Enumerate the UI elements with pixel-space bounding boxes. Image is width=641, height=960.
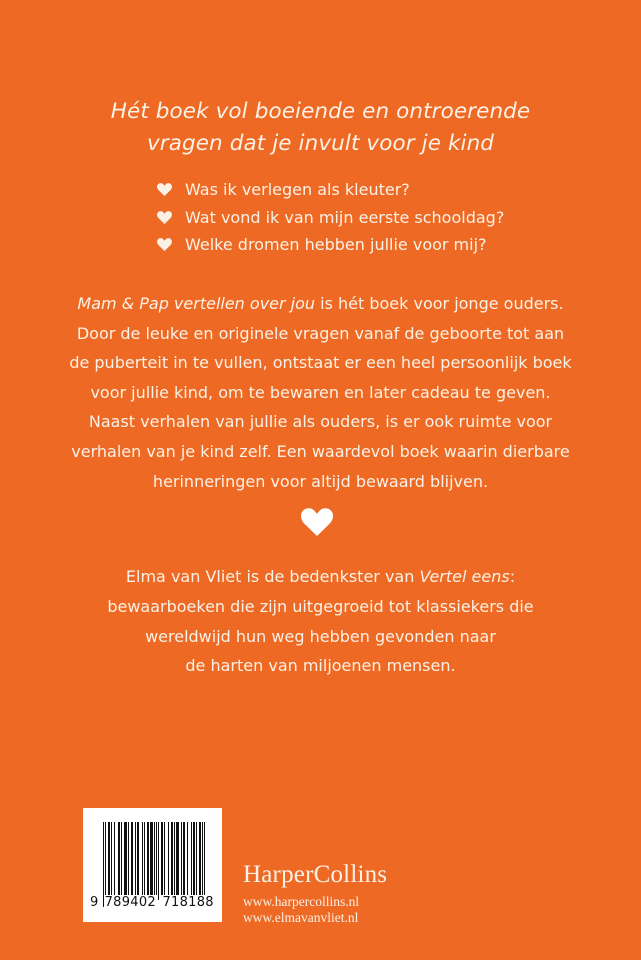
question-text: Welke dromen hebben jullie voor mij? [185, 235, 487, 255]
description-line: verhalen van je kind zelf. Een waardevol boek waarin dierbare [71, 441, 570, 461]
question-item [156, 176, 504, 204]
isbn-barcode [83, 808, 222, 922]
description-line: Naast verhalen van jullie als ouders, is er ook ruimte voor [88, 412, 553, 432]
question-text: Was ik verlegen als kleuter? [185, 180, 410, 200]
question-item [156, 204, 504, 232]
publisher-url[interactable]: www.harpercollins.nl [243, 894, 360, 909]
series-title: Vertel eens [419, 567, 510, 586]
heart-icon [156, 238, 172, 252]
bio-line: wereldwijd hun weg hebben gevonden naar [145, 626, 496, 646]
author-bio [0, 562, 641, 681]
description-line: Door de leuke en originele vragen vanaf de geboorte tot aan [76, 323, 565, 343]
book-description [0, 289, 641, 496]
bio-line: Elma van Vliet is de bedenkster van Vertel eens: [125, 567, 516, 586]
description-line: voor jullie kind, om te bewaren en later cadeau te geven. [90, 382, 551, 402]
author-url[interactable]: www.elmavanvliet.nl [243, 910, 359, 925]
heart-icon [156, 210, 172, 224]
bio-line: bewaarboeken die zijn uitgegroeid tot klassiekers die [107, 596, 534, 616]
tagline [0, 96, 641, 160]
question-list [156, 176, 504, 259]
bio-line: de harten van miljoenen mensen. [185, 656, 456, 676]
tagline-line: Hét boek vol boeiende en ontroerende [110, 99, 531, 124]
description-line: Mam & Pap vertellen over jou is hét boek voor jonge ouders. [77, 294, 564, 313]
tagline-line: vragen dat je invult voor je kind [146, 131, 495, 156]
question-item [156, 231, 504, 259]
isbn-number: 9 789402 718188 [90, 895, 214, 910]
book-title: Mam & Pap vertellen over jou [77, 294, 316, 313]
question-text: Wat vond ik van mijn eerste schooldag? [185, 207, 505, 227]
heart-icon [156, 183, 172, 197]
publisher-logo: HarperCollins [243, 861, 388, 888]
description-line: de puberteit in te vullen, ontstaat er een heel persoonlijk boek [69, 353, 572, 373]
publisher-urls [243, 894, 359, 926]
description-line: herinneringen voor altijd bewaard blijven. [152, 471, 489, 491]
heart-icon [301, 508, 333, 536]
